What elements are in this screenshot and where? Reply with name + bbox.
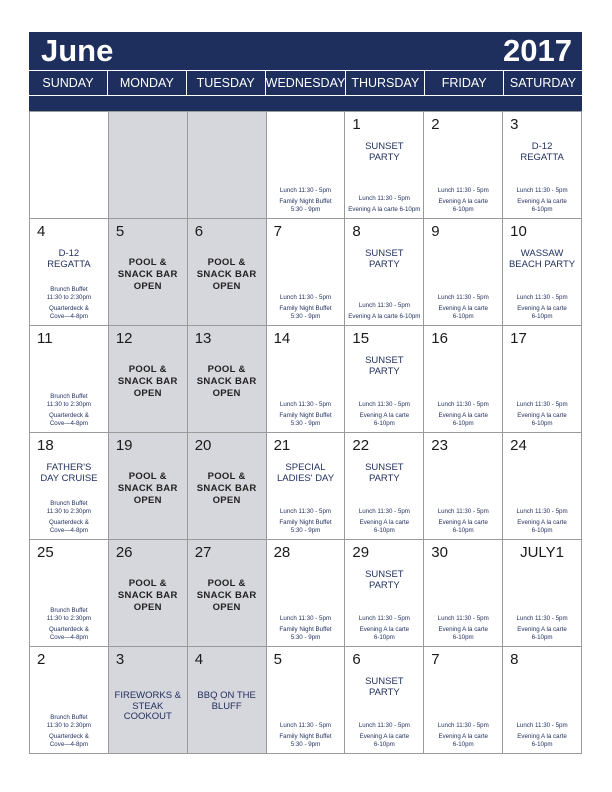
event-title: D-12 REGATTA [47,248,91,270]
dining-notes [425,505,501,535]
dow-tuesday: TUESDAY [186,71,265,95]
year-title: 2017 [503,33,572,68]
dining-note: Lunch 11:30 - 5pm [358,615,410,622]
dining-note: Lunch 11:30 - 5pm [437,401,489,408]
day-number: 11 [37,330,53,347]
day-number: 7 [431,651,440,668]
calendar [29,32,582,754]
dining-notes [346,505,422,535]
day-number: 5 [273,651,282,668]
day-number: 26 [115,544,133,561]
day-number: 17 [510,330,527,347]
dining-notes [31,283,107,321]
day-cell [424,219,503,326]
day-number: 2 [37,651,46,668]
dining-note: Lunch 11:30 - 5pm [279,187,332,194]
day-number: 23 [431,437,448,454]
day-cell [345,326,424,433]
dining-note: Evening A la carte 6-10pm [517,198,567,213]
dining-note: Lunch 11:30 - 5pm [437,722,489,729]
day-cell [345,112,424,219]
dining-note: Lunch 11:30 - 5pm [358,401,410,408]
dining-notes [31,604,107,642]
day-cell [188,433,267,540]
day-cell [188,540,267,647]
dining-notes [504,612,580,642]
dining-note: Brunch Buffet 11:30 to 2:30pm [46,393,92,408]
dining-notes [504,184,580,214]
day-cell [267,433,346,540]
dow-monday: MONDAY [107,71,186,95]
day-number: JULY1 [520,544,565,561]
event-title: POOL & SNACK BAR OPEN [117,578,178,613]
dining-notes [346,719,422,749]
day-number: 20 [194,437,212,454]
dining-note: Quarterdeck & Cove—4-8pm [48,733,89,748]
day-cell [30,540,109,647]
dining-note: Family Night Buffet 5:30 - 9pm [279,733,332,748]
day-cell [503,219,582,326]
dining-notes [425,719,501,749]
day-cell [30,326,109,433]
event-title: SUNSET PARTY [365,462,404,484]
dining-notes [31,390,107,428]
day-number: 6 [194,223,204,240]
day-number: 4 [37,223,46,240]
dining-note: Lunch 11:30 - 5pm [516,294,568,301]
day-number: 24 [510,437,527,454]
dining-note: Lunch 11:30 - 5pm [437,508,489,515]
day-cell [424,433,503,540]
day-number: 10 [510,223,527,240]
day-cell [424,326,503,433]
day-number: 28 [273,544,291,561]
dining-note: Evening A la carte 6-10pm [517,412,567,427]
dining-notes [504,398,580,428]
dining-note: Family Night Buffet 5:30 - 9pm [279,519,332,534]
dining-note: Evening A la carte 6-10pm [348,206,421,213]
header-strip [29,95,582,111]
dining-notes [268,505,344,535]
day-number: 14 [273,330,291,347]
dining-note: Brunch Buffet 11:30 to 2:30pm [46,500,92,515]
day-number: 6 [352,651,361,668]
dining-notes [425,184,501,214]
calendar-header [29,32,582,70]
dining-note: Evening A la carte 6-10pm [438,733,488,748]
event-title: POOL & SNACK BAR OPEN [196,257,257,292]
day-cell [109,540,188,647]
event-title: BBQ ON THE BLUFF [197,690,256,712]
dining-note: Lunch 11:30 - 5pm [358,722,410,729]
dow-sunday: SUNDAY [42,76,94,90]
day-number: 2 [431,116,440,133]
day-cell [424,540,503,647]
day-cell [109,112,188,219]
event-title: SPECIAL LADIES' DAY [276,462,335,484]
dining-note: Lunch 11:30 - 5pm [516,401,568,408]
dining-notes [504,291,580,321]
day-number: 9 [431,223,440,240]
day-number: 25 [37,544,54,561]
day-cell [267,647,346,754]
dow-saturday: SATURDAY [503,71,582,95]
day-number: 22 [352,437,370,454]
dining-note: Quarterdeck & Cove—4-8pm [48,305,89,320]
dining-note: Lunch 11:30 - 5pm [279,508,332,515]
dining-note: Lunch 11:30 - 5pm [358,302,410,309]
day-number: 21 [273,437,291,454]
day-cell [503,647,582,754]
day-cell [30,112,109,219]
day-number: 3 [510,116,519,133]
day-number: 16 [431,330,448,347]
day-number: 12 [115,330,133,347]
dining-notes [268,719,344,749]
dining-note: Evening A la carte 6-10pm [517,626,567,641]
calendar-grid [29,111,582,754]
dining-notes [425,291,501,321]
event-title: POOL & SNACK BAR OPEN [196,471,257,506]
dining-note: Lunch 11:30 - 5pm [516,508,568,515]
day-cell [109,647,188,754]
dining-note: Lunch 11:30 - 5pm [437,294,489,301]
dining-note: Lunch 11:30 - 5pm [358,195,410,202]
day-cell [267,219,346,326]
day-number: 18 [37,437,54,454]
dining-note: Brunch Buffet 11:30 to 2:30pm [46,286,92,301]
dining-note: Lunch 11:30 - 5pm [437,187,489,194]
dining-note: Quarterdeck & Cove—4-8pm [48,626,89,641]
dining-notes [31,711,107,749]
event-title: POOL & SNACK BAR OPEN [117,257,178,292]
dining-notes [346,299,422,321]
dining-note: Family Night Buffet 5:30 - 9pm [279,198,332,213]
dining-note: Evening A la carte 6-10pm [348,313,421,320]
dining-note: Evening A la carte 6-10pm [438,626,488,641]
day-cell [503,326,582,433]
day-number: 15 [352,330,370,347]
day-cell [188,326,267,433]
day-cell [188,112,267,219]
event-title: FATHER'S DAY CRUISE [40,462,98,484]
day-cell [424,647,503,754]
dining-notes [31,497,107,535]
day-number: 5 [115,223,125,240]
dining-note: Lunch 11:30 - 5pm [516,722,568,729]
day-cell [30,433,109,540]
dining-note: Lunch 11:30 - 5pm [437,615,489,622]
event-title: SUNSET PARTY [365,141,404,163]
dining-note: Lunch 11:30 - 5pm [516,187,568,194]
day-cell [267,112,346,219]
event-title: D-12 REGATTA [520,141,564,163]
day-cell [345,433,424,540]
dining-note: Lunch 11:30 - 5pm [516,615,568,622]
event-title: SUNSET PARTY [365,248,404,270]
dining-note: Quarterdeck & Cove—4-8pm [48,519,89,534]
event-title: WASSAW BEACH PARTY [508,248,576,270]
day-cell [188,647,267,754]
dining-note: Evening A la carte 6-10pm [438,519,488,534]
dining-note: Family Night Buffet 5:30 - 9pm [279,305,332,320]
day-cell [503,433,582,540]
dining-note: Brunch Buffet 11:30 to 2:30pm [46,714,92,729]
month-title: June [41,33,114,68]
day-cell [424,112,503,219]
dining-note: Quarterdeck & Cove—4-8pm [48,412,89,427]
day-cell [345,540,424,647]
event-title: POOL & SNACK BAR OPEN [117,364,178,399]
event-title: FIREWORKS & STEAK COOKOUT [114,690,182,722]
dow-friday: FRIDAY [424,71,503,95]
event-title: POOL & SNACK BAR OPEN [196,364,257,399]
day-number: 27 [194,544,212,561]
day-cell [503,540,582,647]
dining-note: Evening A la carte 6-10pm [359,733,410,748]
day-cell [109,433,188,540]
dining-note: Evening A la carte 6-10pm [517,519,567,534]
day-number: 8 [352,223,361,240]
day-cell [109,219,188,326]
day-number: 29 [352,544,370,561]
day-cell [345,219,424,326]
dow-thursday: THURSDAY [345,71,424,95]
dining-notes [346,398,422,428]
day-cell [30,647,109,754]
dining-notes [268,398,344,428]
day-number: 4 [194,651,204,668]
day-number: 3 [115,651,125,668]
dining-note: Lunch 11:30 - 5pm [358,508,410,515]
day-cell [267,540,346,647]
dining-notes [268,612,344,642]
dining-notes [504,505,580,535]
dining-notes [268,184,344,214]
day-cell [109,326,188,433]
event-title: SUNSET PARTY [365,676,404,698]
dining-notes [425,398,501,428]
dining-note: Evening A la carte 6-10pm [359,626,410,641]
event-title: POOL & SNACK BAR OPEN [117,471,178,506]
dining-note: Evening A la carte 6-10pm [517,305,567,320]
day-number: 13 [194,330,212,347]
dining-note: Brunch Buffet 11:30 to 2:30pm [46,607,92,622]
day-cell [188,219,267,326]
dining-notes [268,291,344,321]
day-cell [503,112,582,219]
dining-note: Evening A la carte 6-10pm [517,733,567,748]
day-number: 1 [352,116,361,133]
event-title: POOL & SNACK BAR OPEN [196,578,257,613]
day-cell [30,219,109,326]
day-cell [267,326,346,433]
dining-note: Lunch 11:30 - 5pm [279,615,332,622]
event-title: SUNSET PARTY [365,355,404,377]
dining-note: Evening A la carte 6-10pm [359,519,410,534]
dining-note: Lunch 11:30 - 5pm [279,294,332,301]
dining-notes [504,719,580,749]
dining-note: Family Night Buffet 5:30 - 9pm [279,626,332,641]
dining-note: Family Night Buffet 5:30 - 9pm [279,412,332,427]
dow-wednesday: WEDNESDAY [265,71,346,95]
dining-note: Evening A la carte 6-10pm [359,412,410,427]
dining-notes [425,612,501,642]
dining-note: Lunch 11:30 - 5pm [279,722,332,729]
dining-notes [346,192,422,214]
day-of-week-row [29,70,582,95]
dining-note: Lunch 11:30 - 5pm [279,401,332,408]
day-number: 30 [431,544,448,561]
day-cell [345,647,424,754]
dining-note: Evening A la carte 6-10pm [438,198,488,213]
dining-notes [346,612,422,642]
dining-note: Evening A la carte 6-10pm [438,305,488,320]
dining-note: Evening A la carte 6-10pm [438,412,488,427]
day-number: 8 [510,651,519,668]
event-title: SUNSET PARTY [365,569,404,591]
day-number: 7 [273,223,282,240]
day-number: 19 [115,437,133,454]
